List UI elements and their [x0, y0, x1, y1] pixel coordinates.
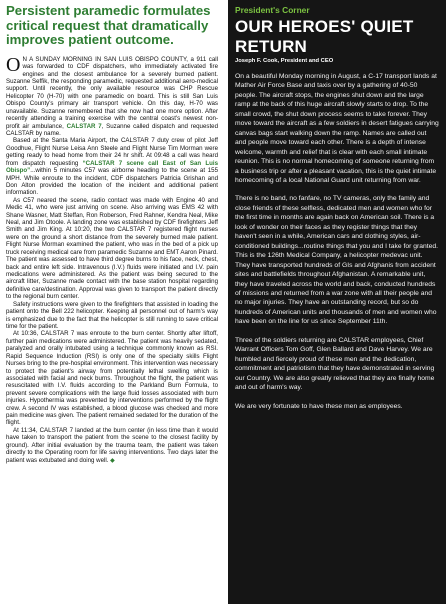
sidebar-paragraph-3 [235, 336, 439, 393]
sidebar-text: We are very fortunate to have these men as employees. [235, 402, 403, 410]
sidebar-body [235, 72, 439, 411]
article-paragraph-5 [6, 330, 218, 426]
paragraph-text: a 911 call was forwarded to CDF dispatchers, who immediately activated fire engines and the closest ambulance for a severely burned patient. Suzanne Seffik, the responding paramedic, requested additional aero-medical support. Until recently, the only available resource was CHP Rescue Helicopter 70 (H-70) with one paramedic on board. This is still San Luis Obispo County's primary air transport vehicle. On this day, H-70 was unavailable. Suzanne remembered that she now had one more option. After recently attending a training exercise with the central coast's newest non-profit air ambulance, [6, 55, 218, 130]
article-paragraph-1 [6, 53, 218, 138]
paragraph-text: , Suzanne called dispatch and requested CALSTAR by name. [6, 122, 218, 137]
article-paragraph-2 [6, 137, 218, 196]
highlight-calstar: CALSTAR 7 [66, 122, 102, 130]
paragraph-text: At 11:34, CALSTAR 7 landed at the burn center (in less time than it would have taken to transport the patient from the scene to the closest facility by ground). After initial evaluation by the trauma team, the patient was taken directly to the Operating room for life saving interventions. Two days later the patient was extubated and doing well. [6, 426, 218, 464]
sidebar-text: There is no band, no fanfare, no TV cameras, only the family and close friends of these selfless, dedicated men and women who for the first time in months are again back on American soil. There is a look of wonder on their faces as they register things that they haven't seen in a while, American cars and clothing styles, air-conditioned buildings...routine things that you and I take for granted. This is the 126th Medical Company, a helicopter medevac unit. They have transported hundreds of GIs and Afghanis from accident sites and battlefields throughout Afghanistan. A remarkable unit, they have traveled across the world and back, conducted hundreds of missions and returned from a war zone with all their people and no major injuries. They have an outstanding record, but so do hundreds of American units and thousands of men and women who have been on the line for us since September 11th. [235, 195, 439, 326]
sidebar-text: On a beautiful Monday morning in August, a C-17 transport lands at Mather Air Force Base and taxis over by a gathering of 40-50 people. The aircraft stops, the engines shut down and the large ramp at the back of this huge aircraft slowly starts to drop. To the small crowd, the shut down process seems to take forever. They move toward the aircraft as a few soldiers in desert fatigues carrying canvas bags start walking down the ramp. Names are called out and people move toward each other. There is a depth of intense welcome, warmth and relief that is clear with each small intimate reunion. This is no normal homecoming of someone returning from a business trip or after a pleasant vacation, this is the quiet intimate homecoming of a local National Guard unit returning from war. [235, 73, 439, 184]
article-body [6, 53, 218, 465]
byline: Joseph F. Cook, President and CEO [235, 58, 334, 64]
sidebar-title: OUR HEROES' QUIET RETURN [235, 17, 414, 56]
article-paragraph-4 [6, 301, 218, 331]
paragraph-text: At 10:36, CALSTAR 7 was enroute to the burn center. Shortly after liftoff, further pain medications were administered. The patient was heavily sedated, paralyzed and orally intubated using a technique commonly known as RSI. Rapid Sequence Induction (RSI) is only one of the specialty skills Flight Nurses bring to the pre-hospital environment. This intervention was necessary to protect the patient's airway from potentially lethal swelling which is associated with facial and neck burns. Throughout the flight, the patient was resuscitated with I.V. fluids according to the Parkland Burn Formula, to prevent severe complications with the large fluid losses associated with burn injuries. Hypothermia was prevented by interventions performed by the flight crew. A second IV was established, a blood glucose was checked and more pain medicine was given. The patient remained sedated for the duration of the flight. [6, 330, 218, 427]
presidents-corner-sidebar [228, 0, 446, 604]
end-mark-icon: ◆ [110, 457, 115, 464]
lead-in: N A SUNDAY MORNING IN SAN LUIS OBISPO COUNTY, [22, 55, 188, 63]
article-paragraph-6 [6, 427, 218, 465]
article-headline: Persistent paramedic formulates critical request that dramatically improves patient outcome. [6, 3, 211, 48]
sidebar-paragraph-1 [235, 72, 439, 185]
paragraph-text: As C57 neared the scene, radio contact was made with Engine 40 and Medic 41, who were just arriving on scene. Also arriving was EMS 42 with Shane Wasner, Matt Steffan, Ron Roberson, Fred Rahner, Kendra Neal, Mike Neal, and Jim Otoole. A landing zone was established by CDF firefighters Jeff Smith and Jim King. At 10:20, the two CALSTAR 7 registered flight nurses were on the ground a short distance from the severely burned male patient. Flight Nurse Morman examined the patient, who was in the bed of a pick up truck receiving medical care from paramedic Suzanne and EMT Aaron Pinard. The patient was assessed to have third degree burns to his face, neck, chest, back and entire left side. Intravenous (I.V.) fluids were initiated and I.V. pain medications were administered. As the patient was being secured to the aircraft litter, Suzanne made contact with the base station hospital regarding definitive care/destination. Approval was given to transport the patient directly to the regional burn center. [6, 196, 218, 301]
article-paragraph-3 [6, 197, 218, 301]
highlight-quote: “CALSTAR 7 scene call East of San Luis Obispo” [6, 159, 218, 175]
sidebar-paragraph-4 [235, 402, 439, 411]
sidebar-text: Three of the soldiers returning are CALSTAR employees, Chief Warrant Officers Tom Goff, Glen Ballard and Dave Harvey. We are humbled and fiercely proud of these men and the dedication, commitment and patriotism that they have demonstrated in serving our Country. We are also greatly relieved that they are finally home and out of harm's way. [235, 336, 435, 392]
drop-cap: O [6, 53, 21, 76]
section-kicker: President's Corner [235, 5, 310, 15]
paragraph-text: ...within 5 minutes C57 was airborne heading to the scene at 155 MPH. While enroute to the incident, CDF dispatchers Patricia Grishan and Don Alton provided the location of the incident and additional patient information. [6, 167, 218, 197]
paragraph-text: Safety instructions were given to the firefighters that assisted in loading the patient onto the Bell 222 helicopter. Keeping all personnel out of harm's way is emphasized due to the fact that the helicopter is still running to save critical time for the patient. [6, 300, 218, 330]
sidebar-paragraph-2 [235, 194, 439, 326]
paragraph-text: Based at the Santa Maria Airport, the CALSTAR 7 duty crew of pilot Jeff Goodhue, Flight Nurse Leisa Ann Steele and Flight Nurse Tim Morman were getting ready to head home from their 24 hr shift. At 09:48 a call was heard from dispatch requesting [6, 137, 218, 167]
